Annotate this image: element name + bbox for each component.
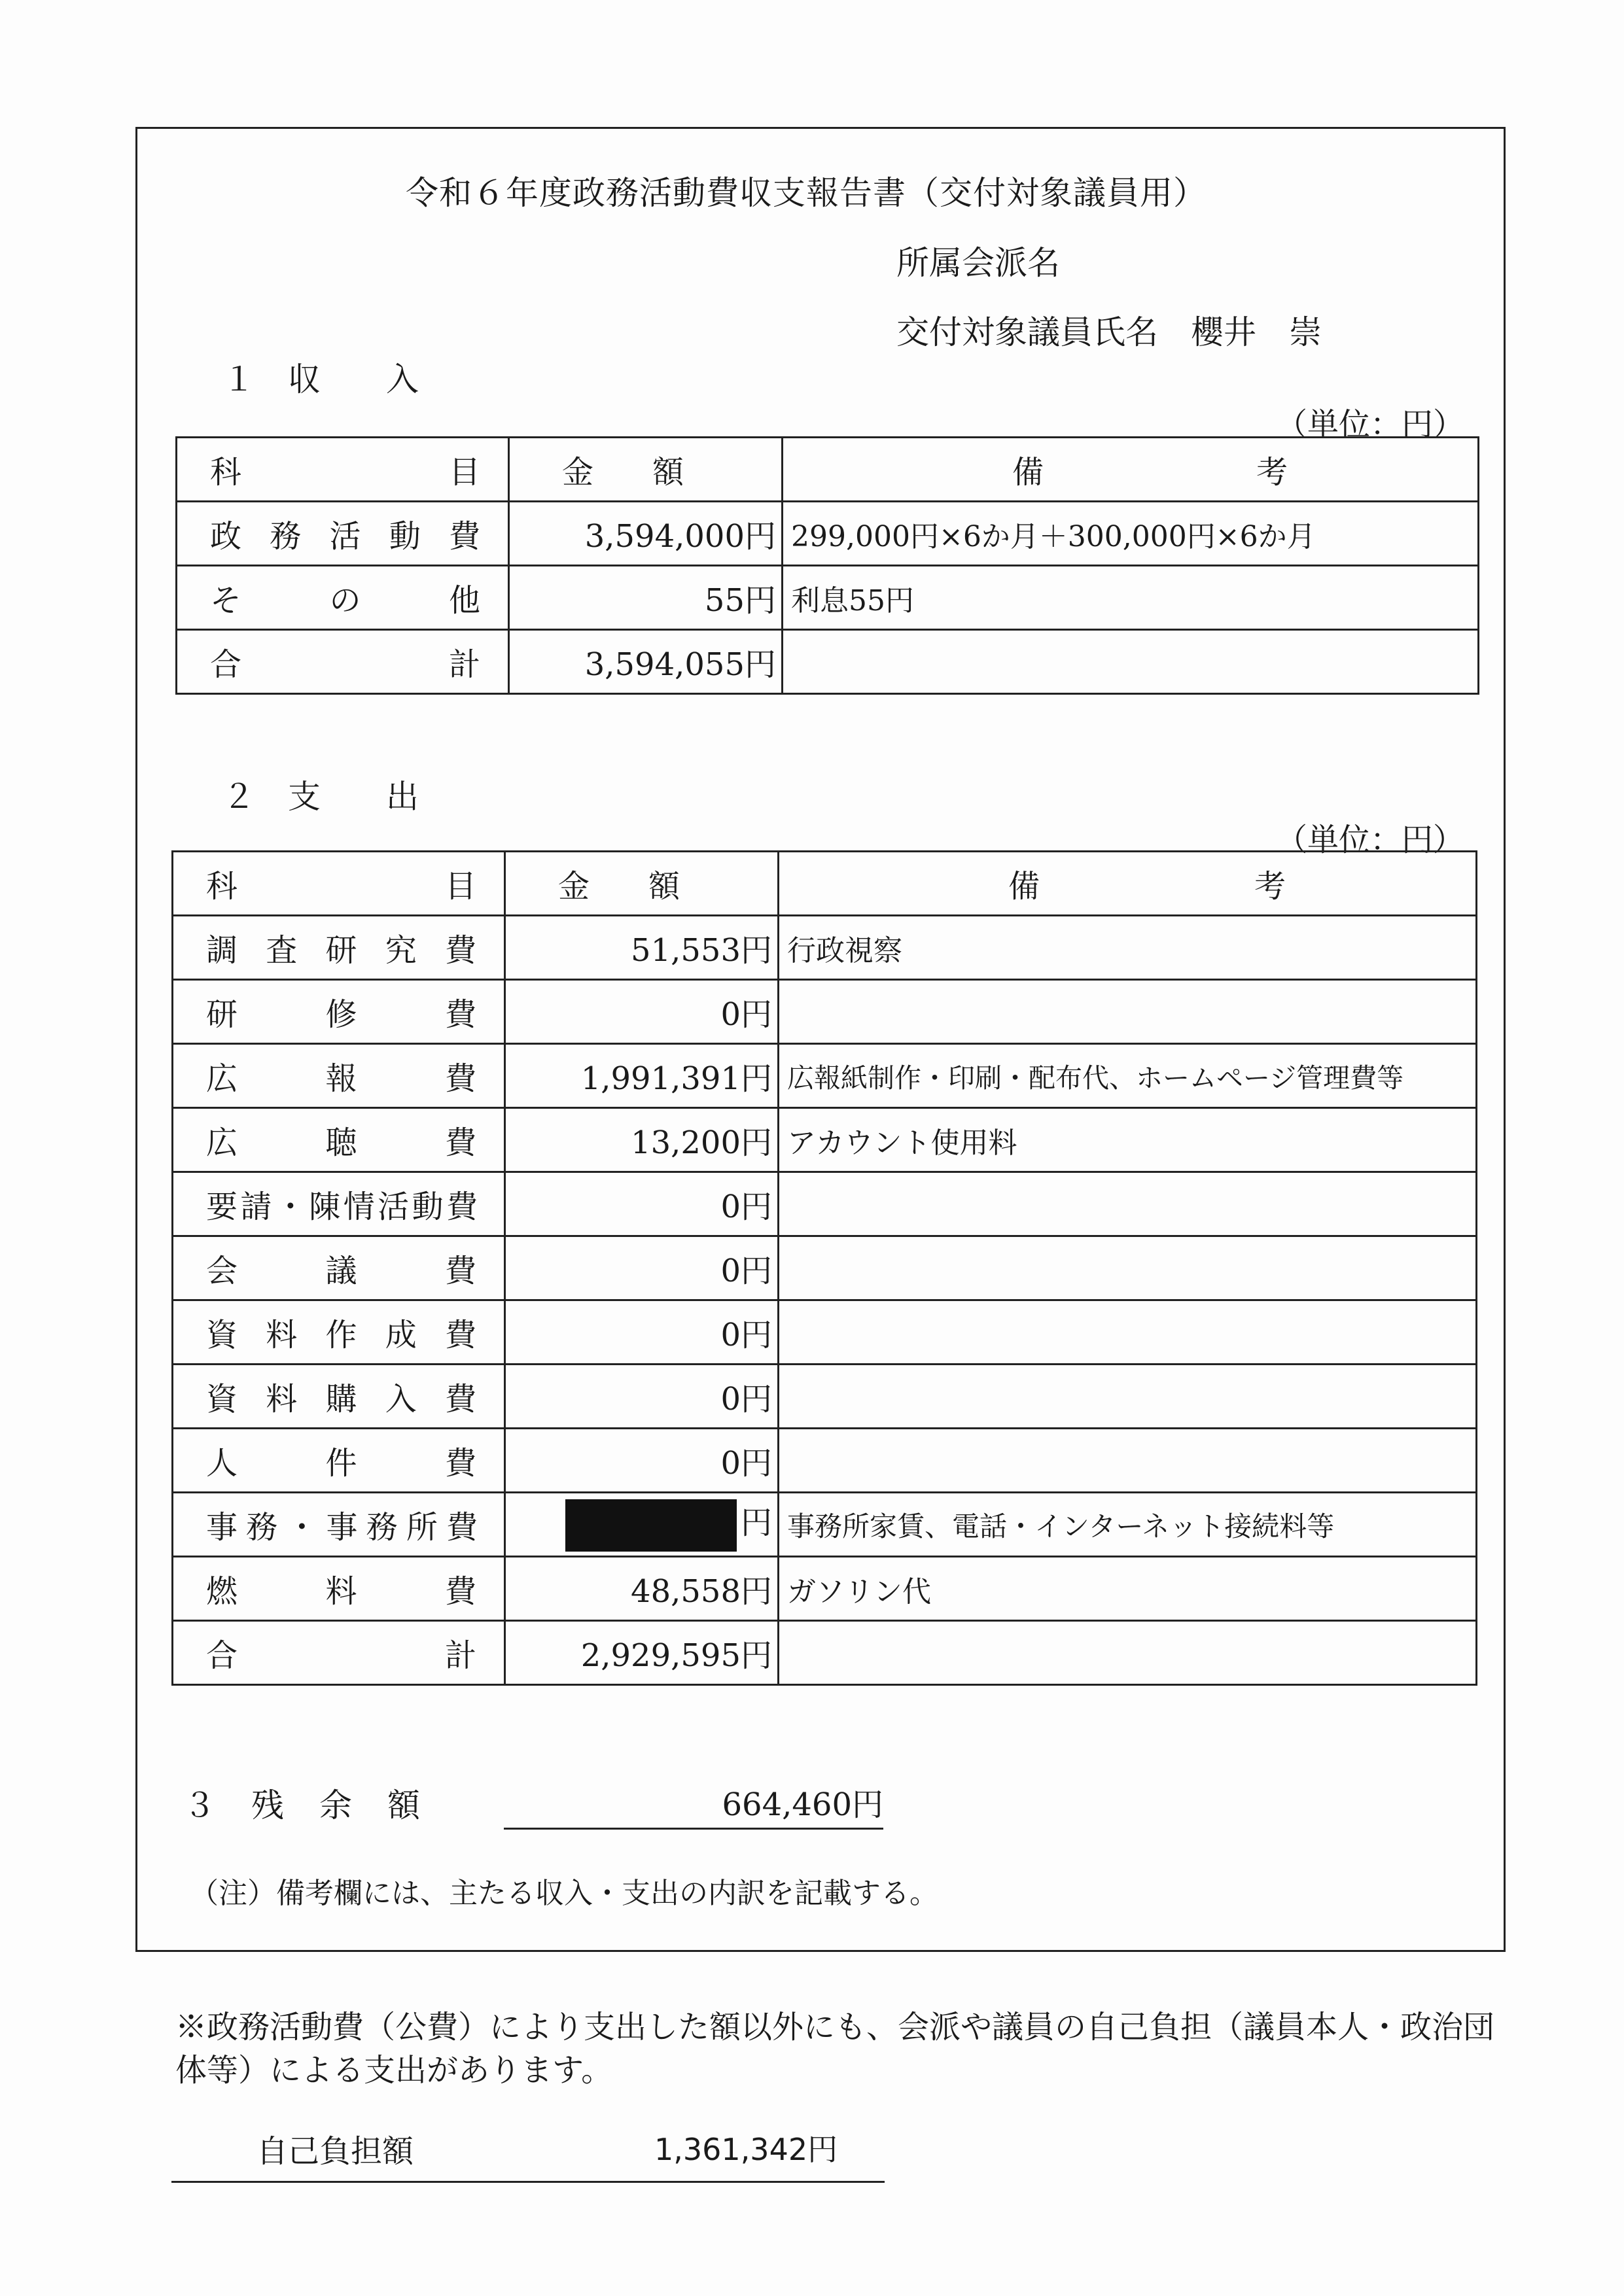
row-note: [779, 1365, 1477, 1429]
income-unit: （単位：円）: [1276, 406, 1465, 443]
row-amount: 3,594,055円: [509, 630, 783, 694]
row-category: その他: [177, 566, 509, 630]
row-note: [779, 1429, 1477, 1493]
table-row: [173, 1557, 1477, 1621]
expense-section-label: ２ 支 出: [222, 778, 419, 816]
row-note: [779, 1172, 1477, 1236]
balance-label: ３ 残 余 額: [183, 1786, 421, 1824]
table-row: [173, 980, 1477, 1044]
table-row: [173, 1365, 1477, 1429]
table-row: [177, 630, 1479, 694]
expense-table: [171, 850, 1477, 1686]
row-note: ガソリン代: [779, 1557, 1477, 1621]
row-amount: 2,929,595円: [505, 1621, 779, 1685]
row-note: 事務所家賃、電話・インターネット接続料等: [779, 1493, 1477, 1557]
row-amount: 円: [740, 1505, 772, 1542]
table-row: [173, 1044, 1477, 1108]
table-row: [173, 1236, 1477, 1300]
row-amount: 51,553円: [505, 916, 779, 980]
table-row: [173, 916, 1477, 980]
row-category: 人件費: [173, 1429, 505, 1493]
row-amount: 0円: [505, 1236, 779, 1300]
row-amount: 1,991,391円: [505, 1044, 779, 1108]
self-burden-disclaimer: ※政務活動費（公費）により支出した額以外にも、会派や議員の自己負担（議員本人・政治団体等）による支出があります。: [175, 2009, 1495, 2089]
row-note: [779, 1300, 1477, 1365]
table-row: [177, 502, 1479, 566]
row-category: 研修費: [173, 980, 505, 1044]
row-note: [779, 1236, 1477, 1300]
income-table: [175, 436, 1479, 695]
row-note: アカウント使用料: [779, 1108, 1477, 1172]
column-header-amount: 金額: [505, 852, 779, 916]
income-section-label: １ 収 入: [222, 360, 419, 398]
row-note: 行政視察: [779, 916, 1477, 980]
column-header-note: 備考: [779, 852, 1477, 916]
self-burden-label: 自己負担額: [256, 2133, 414, 2170]
row-category: 合計: [177, 630, 509, 694]
column-header-amount: 金額: [509, 438, 783, 502]
faction-label: 所属会派名: [896, 244, 1060, 282]
expense-unit: （単位：円）: [1276, 822, 1465, 858]
table-row: [173, 1172, 1477, 1236]
table-row: [173, 1429, 1477, 1493]
table-row: [177, 566, 1479, 630]
row-note: [783, 630, 1479, 694]
table-row: [173, 1108, 1477, 1172]
income-header-row: [177, 438, 1479, 502]
balance-underline: [504, 1828, 883, 1830]
column-header-category: 科目: [173, 852, 505, 916]
table-row: [173, 1300, 1477, 1365]
row-category: 資料購入費: [173, 1365, 505, 1429]
row-category: 会議費: [173, 1236, 505, 1300]
row-note: 利息55円: [783, 566, 1479, 630]
row-note: 広報紙制作・印刷・配布代、ホームページ管理費等: [779, 1044, 1477, 1108]
row-category: 燃料費: [173, 1557, 505, 1621]
row-category: 合計: [173, 1621, 505, 1685]
redaction-block: [565, 1499, 737, 1552]
self-burden-amount: 1,361,342円: [654, 2132, 838, 2167]
row-category: 政務活動費: [177, 502, 509, 566]
row-category: 要請・陳情活動費: [173, 1172, 505, 1236]
row-note: [779, 1621, 1477, 1685]
row-category: 広報費: [173, 1044, 505, 1108]
column-header-category: 科目: [177, 438, 509, 502]
row-amount: 0円: [505, 980, 779, 1044]
row-amount: 0円: [505, 1300, 779, 1365]
row-category: 事務・事務所費: [173, 1493, 505, 1557]
row-note: 299,000円×6か月＋300,000円×6か月: [783, 502, 1479, 566]
expense-header-row: [173, 852, 1477, 916]
row-category: 調査研究費: [173, 916, 505, 980]
remarks-note: （注）備考欄には、主たる収入・支出の内訳を記載する。: [190, 1877, 938, 1910]
row-category: 資料作成費: [173, 1300, 505, 1365]
row-amount: 3,594,000円: [509, 502, 783, 566]
member-name: 交付対象議員氏名 櫻井 崇: [896, 313, 1322, 351]
row-amount: 0円: [505, 1172, 779, 1236]
balance-amount: 664,460円: [722, 1786, 883, 1823]
row-note: [779, 980, 1477, 1044]
table-row: [173, 1493, 1477, 1557]
table-row: [173, 1621, 1477, 1685]
row-category: 広聴費: [173, 1108, 505, 1172]
column-header-note: 備考: [783, 438, 1479, 502]
report-title: 令和６年度政務活動費収支報告書（交付対象議員用）: [406, 174, 1207, 212]
row-amount: 48,558円: [505, 1557, 779, 1621]
row-amount: 13,200円: [505, 1108, 779, 1172]
row-amount-redacted-cell: [505, 1493, 779, 1557]
row-amount: 0円: [505, 1429, 779, 1493]
row-amount: 0円: [505, 1365, 779, 1429]
self-burden-underline: [171, 2181, 885, 2183]
row-amount: 55円: [509, 566, 783, 630]
